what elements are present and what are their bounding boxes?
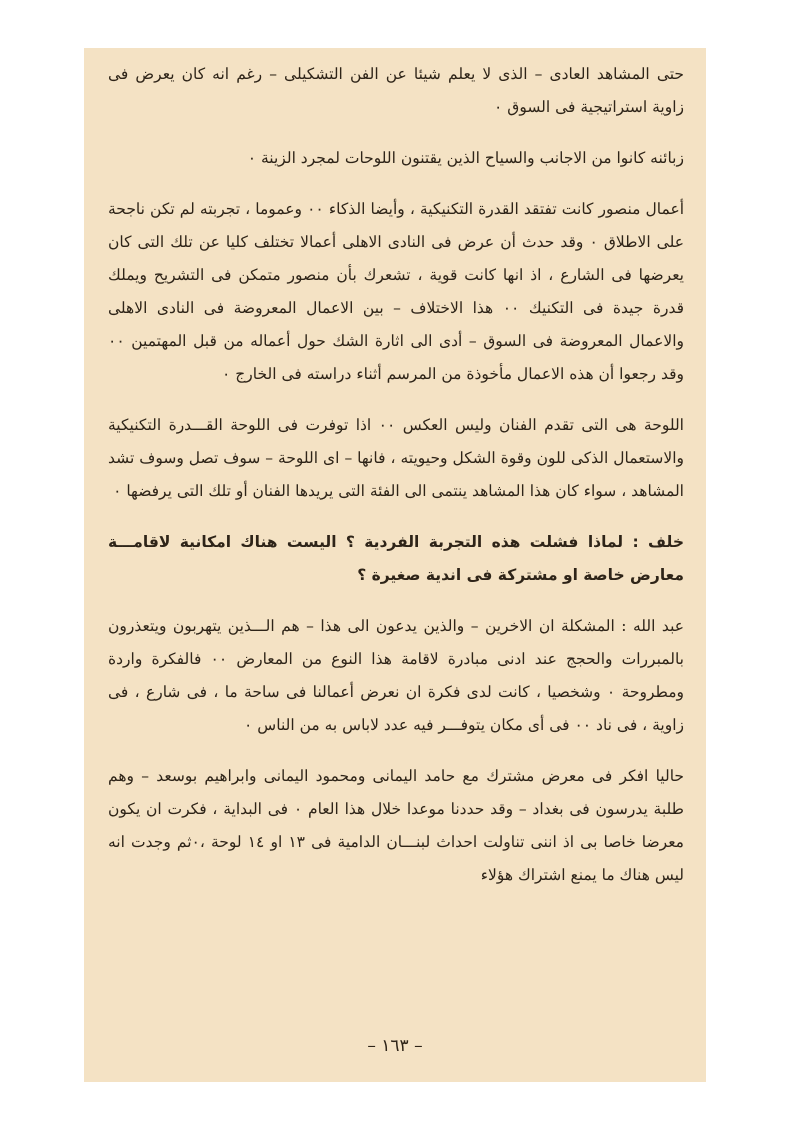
paragraph-4: اللوحة هى التى تقدم الفنان وليس العكس ٠٠ اذا توفرت فى اللوحة القـــدرة التكنيكية والاستعمال الذكى للون وقوة الشكل وحيويته ، فانها – اى اللوحة – سوف تصل وسوف تشد المشاهد ، سواء كان هذا المشاهد ينتمى الى الفئة التى يريدها الفنان أو تلك التى يرفضها ٠ — [108, 416, 684, 500]
paragraph-7: حاليا افكر فى معرض مشترك مع حامد اليمانى ومحمود اليمانى وابراهيم بوسعد – وهم طلبة يدرسون فى بغداد – وقد حددنا موعدا خلال هذا العام ٠ فى البداية ، فكرت ان يكون معرضا خاصا بى اذ اننى تناولت احداث لبنـــان الدامية فى ١٣ او ١٤ لوحة ،٠ثم وجدت انه ليس هناك ما يمنع اشتراك هؤلاء — [108, 767, 685, 884]
document-page — [84, 48, 706, 1082]
paragraph-3: أعمال منصور كانت تفتقد القدرة التكنيكية ، وأيضا الذكاء ٠٠ وعموما ، تجربته لم تكن ناجحة على الاطلاق ٠ وقد حدث أن عرض فى النادى الاهلى أعمالا تختلف كليا عن تلك التى كان يعرضها فى الشارع ، اذ انها كانت قوية ، تشعرك بأن منصور متمكن فى التشريح ويملك قدرة جيدة فى التكنيك ٠٠ هذا الاختلاف – بين الاعمال المعروضة فى النادى الاهلى والاعمال المعروضة فى السوق – أدى الى اثارة الشك حول أعماله من قبل المهتمين ٠٠ وقد رجعوا أن هذه الاعمال مأخوذة من المرسم أثناء دراسته فى الخارج ٠ — [108, 200, 685, 383]
paragraph-1: حتى المشاهد العادى – الذى لا يعلم شيئا عن الفن التشكيلى – رغم انه كان يعرض فى زاوية استراتيجية فى السوق ٠ — [108, 65, 684, 116]
paragraph-2: زبائنه كانوا من الاجانب والسياح الذين يقتنون اللوحات لمجرد الزينة ٠ — [247, 149, 684, 167]
body-text — [108, 58, 684, 892]
paragraph-answer: عبد الله : المشكلة ان الاخرين – والذين يدعون الى هذا – هم الـــذين يتهربون ويتعذرون بالمبررات والحجج عند ادنى مبادرة لاقامة هذا النوع من المعارض ٠٠ فالفكرة واردة ومطروحة ٠ وشخصيا ، كانت لدى فكرة ان نعرض أعمالنا فى ساحة ما ، فى شارع ، فى زاوية ، فى ناد ٠٠ فى أى مكان يتوفـــر فيه عدد لاباس به من الناس ٠ — [108, 617, 685, 734]
interview-question: خلف : لماذا فشلت هذه التجربة الفردية ؟ اليست هناك امكانية لاقامـــة معارض خاصة او مشتركة فى اندية صغيرة ؟ — [108, 533, 684, 584]
page-number: – ١٦٣ – — [367, 1036, 423, 1056]
